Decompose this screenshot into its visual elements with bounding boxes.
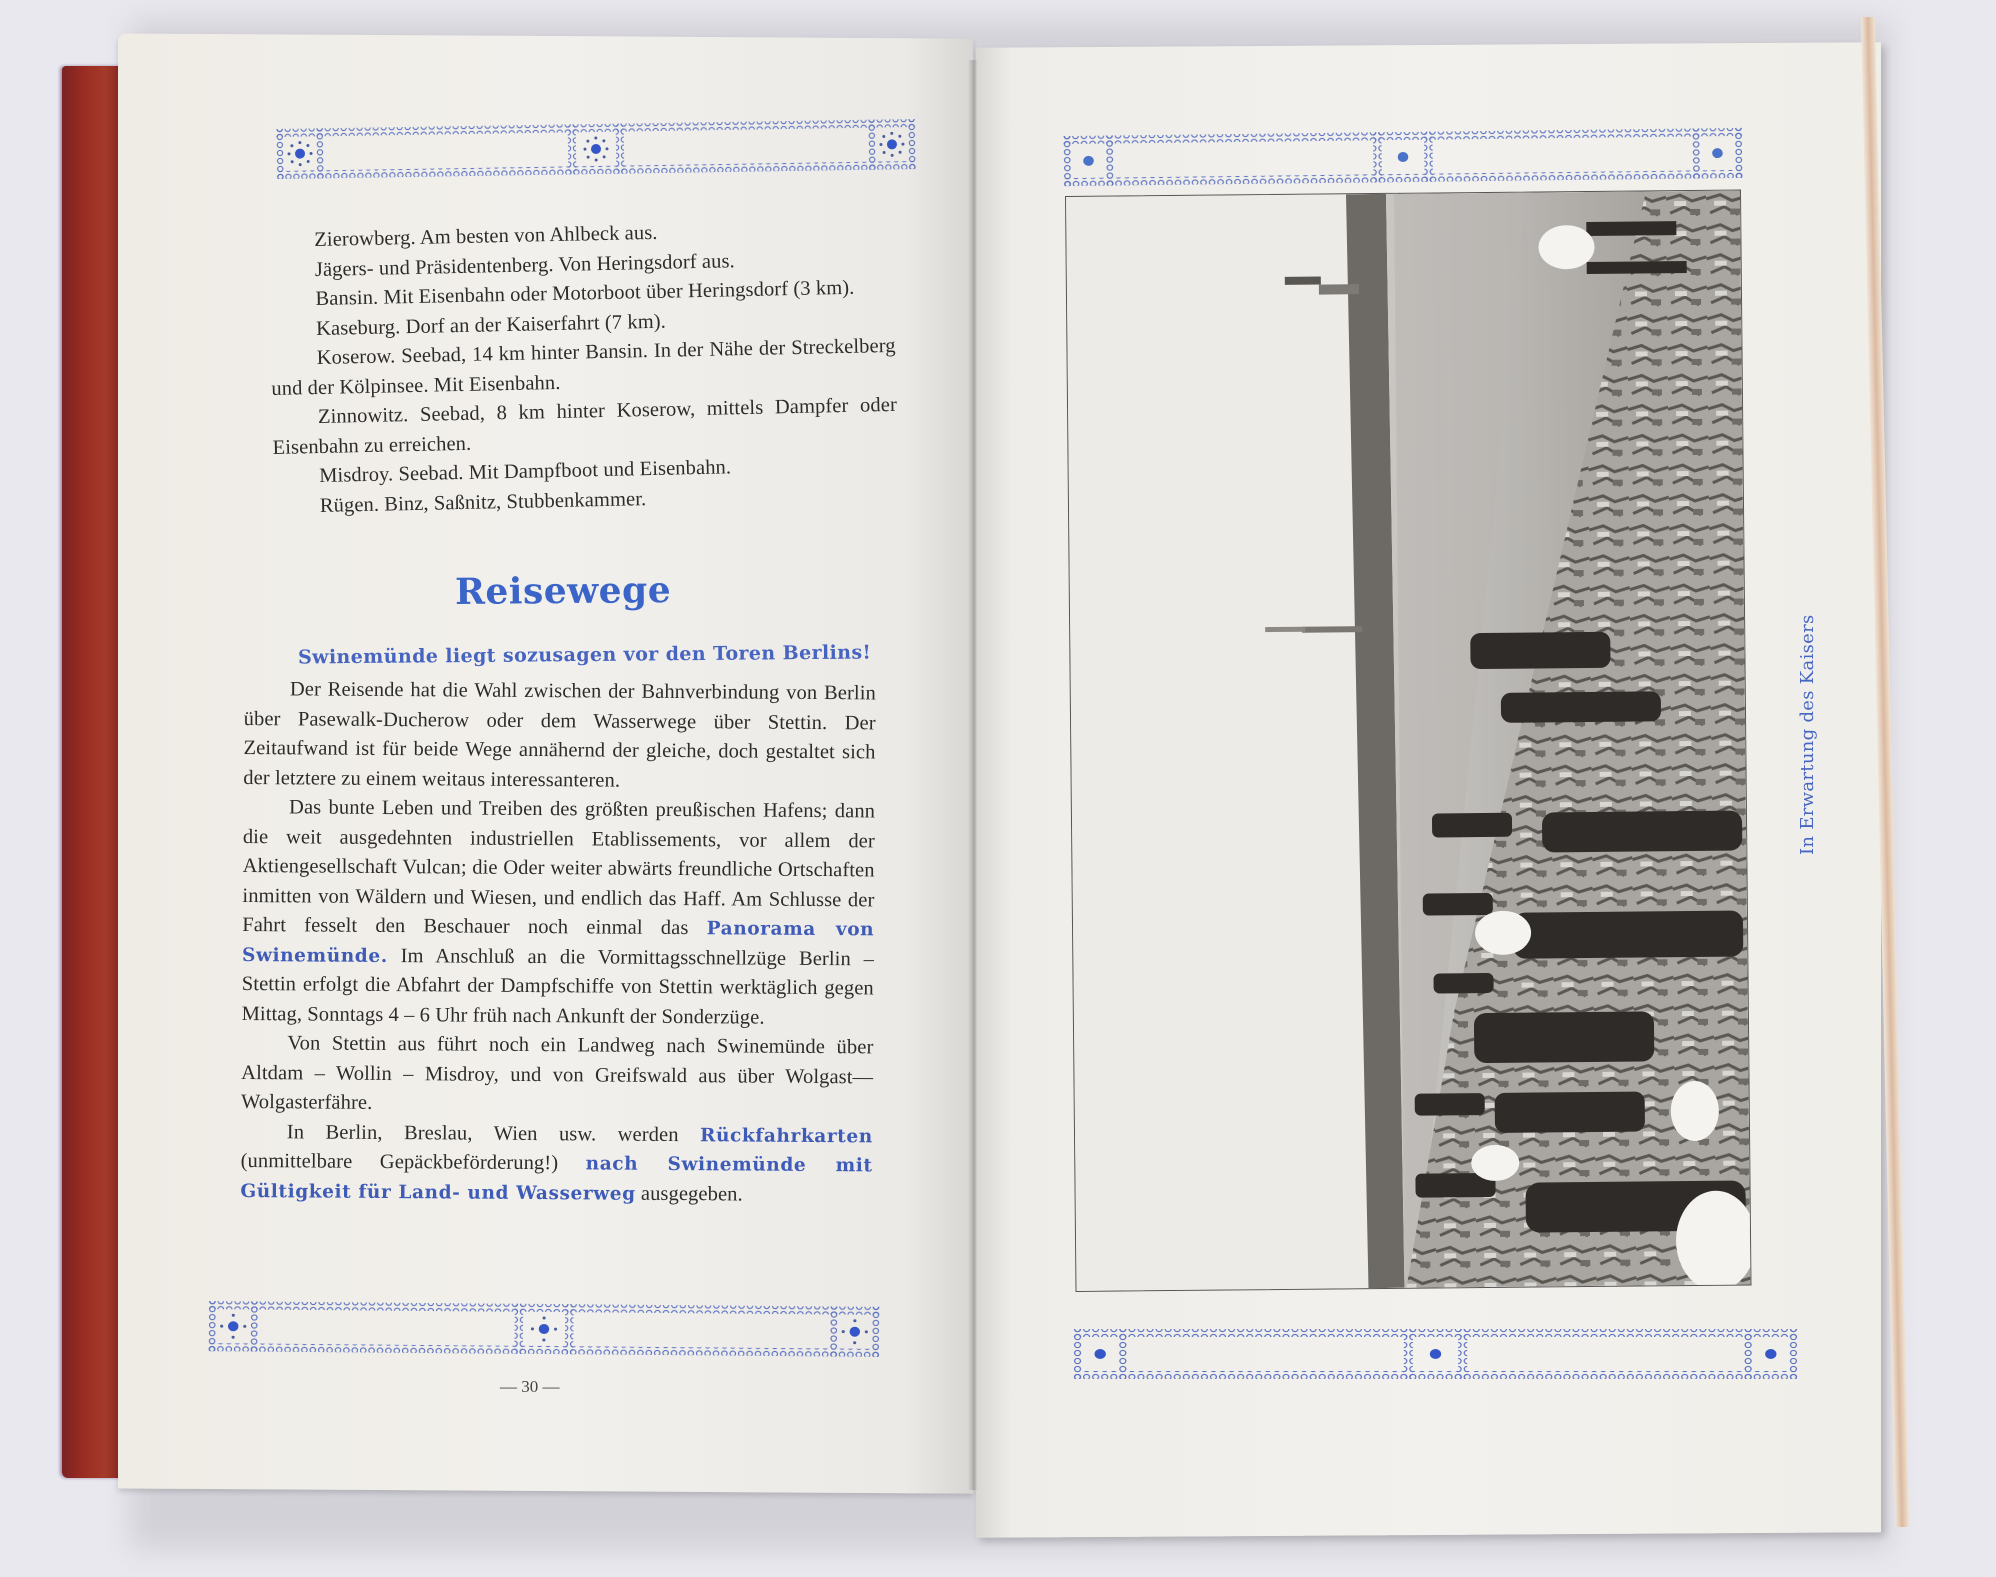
paragraph — [242, 793, 876, 1033]
list-item: Zierowberg. Am besten von Ahlbeck aus. — [314, 221, 658, 252]
list-item: Koserow. Seebad, 14 km hinter Bansin. In der Nähe der Streckelberg und der Kölpinsee. Mit Eisenbahn. — [271, 334, 896, 400]
book-cover-edge — [62, 66, 122, 1478]
section-subheading: Swinemünde liegt sozusagen vor den Toren Berlins! — [297, 641, 872, 669]
ornament-border-top-right — [1063, 124, 1744, 190]
ornament-border-top-left — [276, 115, 917, 183]
ornament-pattern-icon — [276, 115, 917, 183]
highlight-text: Rückfahrkarten — [699, 1124, 873, 1147]
list-item: Jägers- und Präsidentenberg. Von Heringsdorf aus. — [314, 249, 736, 281]
page-number: — 30 — — [500, 1377, 560, 1396]
ornament-pattern-icon — [1073, 1325, 1798, 1383]
paragraph-text: ausgegeben. — [635, 1182, 743, 1205]
paragraph: Von Stettin aus führt noch ein Landweg nach Swinemünde über Altdam – Wollin – Misdroy, und von Greifswald aus über Wolgast—Wolgasterfähre. — [240, 1032, 874, 1114]
list-item: Rügen. Binz, Saßnitz, Stubbenkammer. — [319, 487, 647, 517]
list-item: Kaseburg. Dorf an der Kaiserfahrt (7 km). — [315, 310, 667, 340]
paragraph-text: Im Anschluß an die Vormittagsschnellzüge Berlin – Stettin erfolgt die Abfahrt der Dampfschiffe von Stettin werktäglich gegen Mittag, Sonntags 4 – 6 Uhr früh nach Ankunft der Sonderzüge. — [241, 944, 875, 1029]
highlight-text: nach Swinemünde mit Gültigkeit für Land- und Wasserweg — [240, 1153, 873, 1205]
list-item: Bansin. Mit Eisenbahn oder Motorboot über Heringsdorf (3 km). — [315, 276, 855, 311]
paragraph — [240, 1117, 873, 1210]
paragraph-text: In Berlin, Breslau, Wien usw. werden — [286, 1120, 701, 1146]
ornament-border-bottom-right — [1073, 1325, 1798, 1383]
ornament-pattern-icon — [208, 1297, 880, 1361]
paragraph: Der Reisende hat die Wahl zwischen der Bahnverbindung von Berlin über Pasewalk-Ducherow oder dem Wasserwege über Stettin. Der Zeitaufwand ist für beide Wege annähernd der gleiche, doch gestaltet sich der letztere zu einem weitaus interessanteren. — [243, 678, 876, 792]
section-heading: Reisewege — [454, 569, 672, 613]
body-text — [240, 675, 876, 1210]
highlight-text: Panorama von Swinemünde. — [241, 918, 875, 967]
paragraph-text: (unmittelbare Gepäckbeförderung!) — [240, 1149, 586, 1175]
list-item: Zinnowitz. Seebad, 8 km hinter Koserow, mittels Dampfer oder Eisenbahn zu erreichen. — [272, 393, 898, 459]
ornament-pattern-icon — [1063, 124, 1744, 190]
photo-breakwater-crowd-icon — [1066, 191, 1750, 1291]
photograph — [1065, 190, 1751, 1292]
ornament-border-bottom-left — [208, 1297, 880, 1361]
list-item: Misdroy. Seebad. Mit Dampfboot und Eisenbahn. — [318, 456, 732, 487]
photo-caption: In Erwartung des Kaisers — [1797, 614, 1818, 855]
paragraph-text: Das bunte Leben und Treiben des größten preußischen Hafens; dann die weit ausgedehnten industriellen Etablissements, vor allem der Aktiengesellschaft Vulcan; die Oder weiter abwärts freundliche Ortschaften inmitten von Wäldern und Wiesen, und endlich das Haff. Am Schlusse der Fahrt fesselt den Beschauer noch einmal das — [242, 796, 876, 940]
destination-list — [268, 214, 899, 522]
book-gutter — [968, 60, 978, 1490]
